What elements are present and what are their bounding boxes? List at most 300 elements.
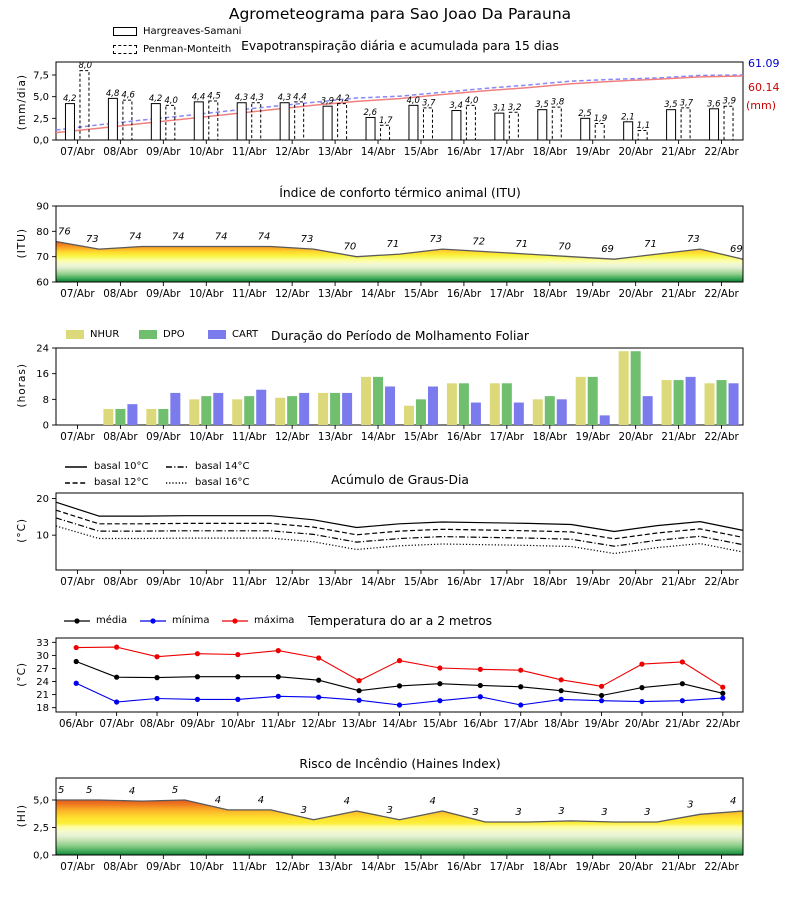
x-tick-label: 22/Abr [704, 576, 739, 588]
máxima-marker [154, 654, 159, 659]
page-title: Agrometeograma para Sao Joao Da Parauna [228, 5, 572, 23]
area-fill [56, 800, 743, 855]
máxima-line [76, 647, 723, 687]
mínima-marker [397, 702, 402, 707]
dpo-bar [416, 399, 426, 425]
cart-bar [170, 393, 180, 425]
y-tick-label: 2,5 [33, 113, 49, 125]
cart-bar [557, 399, 567, 425]
média-marker [154, 675, 159, 680]
hargreaves-bar [65, 104, 74, 140]
mínima-marker [114, 699, 119, 704]
penman-bar-label: 8,0 [78, 61, 92, 72]
x-tick-label: 16/Abr [446, 288, 482, 300]
nhur-bar [490, 383, 500, 425]
x-tick-label: 12/Abr [301, 718, 336, 730]
penman-bar-label: 4,0 [164, 95, 178, 106]
média-marker [316, 678, 321, 683]
hargreaves-bar [409, 105, 418, 140]
nhur-bar [318, 393, 328, 425]
x-tick-label: 21/Abr [665, 718, 700, 730]
dpo-bar [201, 396, 211, 425]
mínima-marker [680, 698, 685, 703]
penman-bar [466, 105, 475, 140]
máxima-marker [114, 645, 119, 650]
x-tick-label: 11/Abr [232, 146, 267, 158]
penman-bar [209, 101, 218, 140]
point-label: 74 [257, 231, 271, 243]
penman-bar [509, 112, 518, 140]
point-label: 4 [128, 786, 136, 798]
legend-label: média [96, 615, 128, 626]
hargreaves-bar [710, 109, 719, 140]
hargreaves-bar-label: 4,8 [105, 88, 120, 99]
cart-bar [127, 404, 137, 425]
x-tick-label: 21/Abr [661, 576, 696, 588]
hargreaves-bar-label: 3,5 [664, 100, 678, 111]
penman-bar [681, 108, 690, 140]
média-marker [356, 688, 361, 693]
point-label: 72 [472, 236, 486, 248]
legend-basal-14 [165, 461, 249, 472]
point-label: 3 [687, 799, 694, 811]
dashdot-line-swatch [165, 463, 189, 471]
hargreaves-bar-label: 3,5 [535, 100, 549, 111]
hargreaves-bar-label: 4,4 [191, 92, 206, 103]
hargreaves-bar [194, 102, 203, 140]
mm-unit-label: (mm) [746, 99, 777, 112]
média-marker [397, 683, 402, 688]
y-tick-label: 5,0 [33, 795, 49, 807]
nhur-bar [662, 380, 672, 425]
mínima-marker [276, 694, 281, 699]
cart-bar [514, 403, 524, 425]
mínima-marker [356, 698, 361, 703]
y-tick-label: 0 [42, 420, 49, 432]
x-tick-label: 09/Abr [146, 288, 181, 300]
x-tick-label: 17/Abr [489, 431, 525, 443]
chart6-ylabel: (HI) [16, 804, 28, 828]
x-tick-label: 22/Abr [704, 431, 739, 443]
penman-bar [595, 124, 604, 140]
x-tick-label: 16/Abr [446, 431, 482, 443]
penman-bar-label: 4,5 [207, 91, 221, 102]
penman-bar [638, 130, 647, 140]
x-tick-label: 13/Abr [317, 288, 353, 300]
hargreaves-bar [323, 106, 332, 140]
y-tick-label: 33 [36, 637, 49, 649]
y-tick-label: 30 [36, 650, 49, 662]
y-tick-label: 60 [36, 277, 49, 289]
x-tick-label: 17/Abr [489, 146, 525, 158]
mínima-marker [720, 695, 725, 700]
x-tick-label: 19/Abr [584, 718, 619, 730]
y-tick-label: 8 [42, 394, 49, 406]
point-label: 74 [214, 231, 228, 243]
legend-label: máxima [254, 615, 295, 626]
nhur-bar [619, 351, 629, 425]
x-tick-label: 17/Abr [489, 861, 525, 873]
penman-bar-label: 4,6 [121, 90, 135, 101]
x-tick-label: 18/Abr [532, 146, 567, 158]
y-tick-label: 24 [36, 677, 49, 689]
x-tick-label: 14/Abr [360, 431, 396, 443]
x-tick-label: 08/Abr [139, 718, 175, 730]
mínima-marker [639, 699, 644, 704]
nhur-bar [146, 409, 156, 425]
y-tick-label: 20 [36, 494, 49, 505]
legend-label: basal 14°C [195, 461, 250, 472]
penman-bar [552, 107, 561, 140]
cart-bar [428, 387, 438, 426]
média-marker [195, 674, 200, 679]
média-marker [599, 693, 604, 698]
penman-bar-label: 3,8 [550, 97, 565, 108]
x-tick-label: 10/Abr [189, 146, 224, 158]
nhur-bar [576, 377, 586, 425]
basal-line-dotted [56, 526, 743, 554]
mínima-marker [599, 698, 604, 703]
máxima-marker [720, 685, 725, 690]
point-label: 73 [429, 234, 443, 246]
x-tick-label: 09/Abr [146, 431, 181, 443]
x-tick-label: 16/Abr [446, 861, 482, 873]
legend-label: Penman-Monteith [143, 44, 232, 55]
x-tick-label: 20/Abr [624, 718, 660, 730]
point-label: 74 [171, 231, 185, 243]
nhur-bar [232, 399, 242, 425]
hargreaves-bar-label: 4,2 [62, 94, 77, 105]
x-tick-label: 22/Abr [704, 861, 739, 873]
máxima-marker [639, 662, 644, 667]
point-label: 70 [558, 241, 571, 253]
x-tick-label: 11/Abr [261, 718, 296, 730]
x-tick-label: 09/Abr [180, 718, 215, 730]
x-tick-label: 12/Abr [274, 146, 310, 158]
cart-bar [686, 377, 696, 425]
hargreaves-bar [581, 118, 590, 140]
point-label: 3 [515, 807, 522, 818]
hargreaves-bar-label: 3,6 [707, 99, 721, 110]
dpo-bar [459, 383, 469, 425]
x-tick-label: 19/Abr [575, 861, 610, 873]
y-tick-label: 18 [36, 703, 49, 715]
y-tick-label: 7,5 [33, 70, 49, 82]
chart3-title: Duração do Período de Molhamento Foliar [271, 329, 529, 343]
x-tick-label: 13/Abr [341, 718, 377, 730]
nhur-bar [275, 398, 285, 425]
média-marker [518, 684, 523, 689]
legend-label: mínima [172, 615, 210, 626]
x-tick-label: 08/Abr [103, 576, 138, 588]
mínima-marker [195, 697, 200, 702]
hargreaves-bar [624, 122, 633, 140]
chart2-ylabel: (ITU) [16, 228, 28, 259]
x-tick-label: 15/Abr [403, 146, 439, 158]
x-tick-label: 13/Abr [317, 431, 353, 443]
hargreaves-bar [151, 104, 160, 140]
temperatura-chart [36, 638, 743, 730]
point-label: 5 [171, 785, 179, 796]
média-marker [720, 691, 725, 696]
máxima-marker [599, 684, 604, 689]
dpo-bar [588, 377, 598, 425]
hargreaves-bar-label: 4,3 [277, 93, 292, 104]
legend-label: basal 12°C [94, 477, 149, 488]
dpo-bar [631, 351, 641, 425]
hargreaves-bar [452, 111, 461, 140]
point-label: 5 [58, 785, 65, 796]
point-label: 71 [515, 239, 529, 251]
nhur-bar [103, 409, 113, 425]
x-tick-label: 07/Abr [60, 146, 95, 158]
chart1-ylabel: (mm/dia) [16, 74, 28, 131]
chart2-title: Índice de conforto térmico animal (ITU) [279, 186, 521, 200]
x-tick-label: 12/Abr [274, 576, 310, 588]
legend-label: DPO [163, 329, 185, 340]
penman-bar [423, 108, 432, 140]
x-tick-label: 14/Abr [360, 288, 396, 300]
point-label: 3 [601, 807, 608, 818]
legend-basal-10 [64, 461, 148, 472]
point-label: 3 [558, 805, 565, 817]
penman-bar [166, 105, 175, 140]
legend-label: Hargreaves-Samani [143, 26, 242, 37]
nhur-bar [705, 383, 715, 425]
x-tick-label: 09/Abr [146, 576, 181, 588]
hargreaves-bar [366, 117, 375, 140]
x-tick-label: 10/Abr [189, 576, 224, 588]
x-tick-label: 14/Abr [360, 861, 396, 873]
y-tick-label: 70 [36, 252, 49, 264]
x-tick-label: 08/Abr [103, 288, 138, 300]
point-label: 3 [300, 804, 307, 816]
dpo-bar [158, 409, 168, 425]
x-tick-label: 21/Abr [661, 146, 696, 158]
hargreaves-total-label: 60.14 [748, 81, 780, 94]
solid-line-swatch [64, 463, 88, 471]
hargreaves-bar [108, 98, 117, 140]
máxima-marker [680, 659, 685, 664]
máxima-marker [397, 658, 402, 663]
legend-label: CART [232, 329, 259, 340]
point-label: 71 [386, 239, 400, 251]
x-tick-label: 15/Abr [403, 288, 439, 300]
point-label: 76 [58, 226, 71, 238]
penman-bar [381, 125, 390, 140]
x-tick-label: 21/Abr [661, 861, 696, 873]
point-label: 4 [730, 796, 737, 807]
cart-bar [299, 393, 309, 425]
chart4-ylabel: (°C) [16, 518, 28, 543]
mínima-marker [518, 702, 523, 707]
média-marker [114, 675, 119, 680]
x-tick-label: 07/Abr [60, 576, 95, 588]
cart-bar [729, 383, 739, 425]
point-label: 69 [601, 244, 614, 256]
penman-bar-label: 4,4 [293, 92, 307, 103]
hargreaves-bar [538, 110, 547, 140]
nhur-bar [361, 377, 371, 425]
média-marker [235, 674, 240, 679]
x-tick-label: 20/Abr [618, 576, 653, 588]
x-tick-label: 20/Abr [618, 431, 653, 443]
x-tick-label: 19/Abr [575, 576, 610, 588]
penman-bar [338, 104, 347, 140]
basal-line-dashdot [56, 518, 743, 546]
cart-bar [256, 390, 266, 425]
evapotranspiration-chart [33, 61, 743, 158]
point-label: 73 [300, 234, 314, 246]
mínima-marker [316, 695, 321, 700]
x-tick-label: 07/Abr [60, 288, 95, 300]
cart-bar [600, 415, 610, 425]
legend-label: NHUR [90, 329, 120, 340]
penman-bar-label: 3,9 [722, 96, 737, 107]
dpo-bar [330, 393, 340, 425]
x-tick-label: 11/Abr [232, 576, 267, 588]
média-marker [276, 674, 281, 679]
point-label: 71 [644, 239, 657, 251]
cart-bar [213, 393, 223, 425]
x-tick-label: 07/Abr [60, 861, 95, 873]
x-tick-label: 20/Abr [618, 288, 653, 300]
hargreaves-bar [667, 110, 676, 140]
x-tick-label: 09/Abr [146, 861, 181, 873]
hargreaves-bar-label: 4,3 [234, 93, 249, 104]
mínima-marker [437, 698, 442, 703]
hargreaves-bar-label: 2,1 [621, 112, 635, 123]
dpo-bar [545, 396, 555, 425]
hargreaves-bar-label: 2,6 [363, 107, 378, 118]
y-tick-label: 90 [36, 201, 49, 213]
y-tick-label: 24 [36, 343, 49, 355]
mínima-marker [154, 696, 159, 701]
x-tick-label: 19/Abr [575, 288, 610, 300]
x-tick-label: 09/Abr [146, 146, 181, 158]
x-tick-label: 08/Abr [103, 861, 138, 873]
penman-bar-label: 3,7 [421, 98, 436, 109]
dpo-bar [717, 380, 727, 425]
média-marker [680, 681, 685, 686]
solid-bar-swatch [113, 27, 137, 36]
chart5-ylabel: (°C) [16, 662, 28, 687]
x-tick-label: 17/Abr [489, 576, 525, 588]
dpo-bar [674, 380, 684, 425]
molhamento-chart [36, 344, 743, 444]
x-tick-label: 12/Abr [274, 288, 310, 300]
chart3-ylabel: (horas) [16, 363, 28, 408]
x-tick-label: 18/Abr [543, 718, 579, 730]
chart1-title: Evapotranspiração diária e acumulada para 15 dias [241, 39, 559, 53]
point-label: 5 [85, 785, 93, 796]
haines-chart [33, 778, 743, 873]
x-tick-label: 13/Abr [317, 861, 353, 873]
x-tick-label: 16/Abr [446, 146, 482, 158]
hargreaves-bar-label: 2,5 [578, 108, 592, 119]
nhur-bar [404, 406, 414, 425]
penman-total-label: 61.09 [748, 57, 780, 70]
x-tick-label: 15/Abr [403, 431, 439, 443]
x-tick-label: 12/Abr [274, 861, 310, 873]
dpo-bar [287, 396, 297, 425]
x-tick-label: 21/Abr [661, 288, 696, 300]
x-tick-label: 11/Abr [232, 431, 267, 443]
x-tick-label: 10/Abr [189, 861, 224, 873]
x-tick-label: 22/Abr [704, 146, 739, 158]
x-tick-label: 07/Abr [60, 431, 95, 443]
point-label: 70 [343, 241, 357, 253]
penman-bar [123, 100, 132, 140]
x-tick-label: 20/Abr [618, 146, 653, 158]
penman-bar-label: 4,2 [336, 94, 350, 105]
x-tick-label: 17/Abr [503, 718, 538, 730]
x-tick-label: 18/Abr [532, 861, 567, 873]
penman-bar-label: 4,0 [464, 95, 479, 106]
hargreaves-bar-label: 3,9 [320, 96, 335, 107]
y-tick-label: 21 [36, 690, 49, 702]
point-label: 4 [214, 794, 222, 806]
máxima-marker [74, 645, 79, 650]
y-tick-label: 10 [36, 530, 49, 542]
y-tick-label: 27 [36, 663, 49, 675]
point-label: 4 [343, 796, 350, 807]
itu-chart [36, 202, 743, 301]
basal-line-dashed [56, 510, 743, 539]
penman-bar-label: 3,2 [507, 102, 522, 113]
x-tick-label: 18/Abr [532, 431, 567, 443]
penman-bar-label: 3,7 [679, 98, 694, 109]
point-label: 4 [257, 794, 265, 806]
hargreaves-bar [237, 103, 246, 140]
x-tick-label: 18/Abr [532, 576, 567, 588]
máxima-marker [316, 655, 321, 660]
mínima-marker [74, 681, 79, 686]
máxima-marker [559, 677, 564, 682]
x-tick-label: 13/Abr [317, 146, 353, 158]
x-tick-label: 08/Abr [103, 146, 138, 158]
máxima-marker [356, 678, 361, 683]
média-line [76, 662, 723, 696]
hargreaves-bar [495, 113, 504, 140]
chart4-title: Acúmulo de Graus-Dia [331, 473, 469, 487]
point-label: 3 [644, 807, 651, 818]
y-tick-label: 16 [36, 369, 49, 381]
x-tick-label: 10/Abr [189, 288, 224, 300]
point-label: 4 [429, 796, 436, 807]
máxima-marker [235, 652, 240, 657]
x-tick-label: 18/Abr [532, 288, 567, 300]
hargreaves-bar-label: 4,2 [148, 94, 163, 105]
hargreaves-bar-label: 4,0 [406, 95, 420, 106]
point-label: 73 [687, 234, 700, 246]
point-label: 3 [472, 807, 479, 818]
x-tick-label: 15/Abr [422, 718, 458, 730]
legend-hargreaves-samani [113, 26, 241, 37]
x-tick-label: 14/Abr [360, 146, 396, 158]
máxima-marker [276, 648, 281, 653]
penman-bar-label: 1,7 [379, 115, 393, 126]
y-tick-label: 0,0 [33, 135, 49, 147]
penman-bar-label: 4,3 [250, 93, 264, 104]
dpo-bar [115, 409, 125, 425]
dpo-bar [244, 396, 254, 425]
x-tick-label: 21/Abr [661, 431, 696, 443]
area-fill [56, 242, 743, 283]
hargreaves-bar-label: 3,1 [492, 103, 506, 114]
x-tick-label: 22/Abr [705, 718, 740, 730]
x-tick-label: 10/Abr [220, 718, 256, 730]
